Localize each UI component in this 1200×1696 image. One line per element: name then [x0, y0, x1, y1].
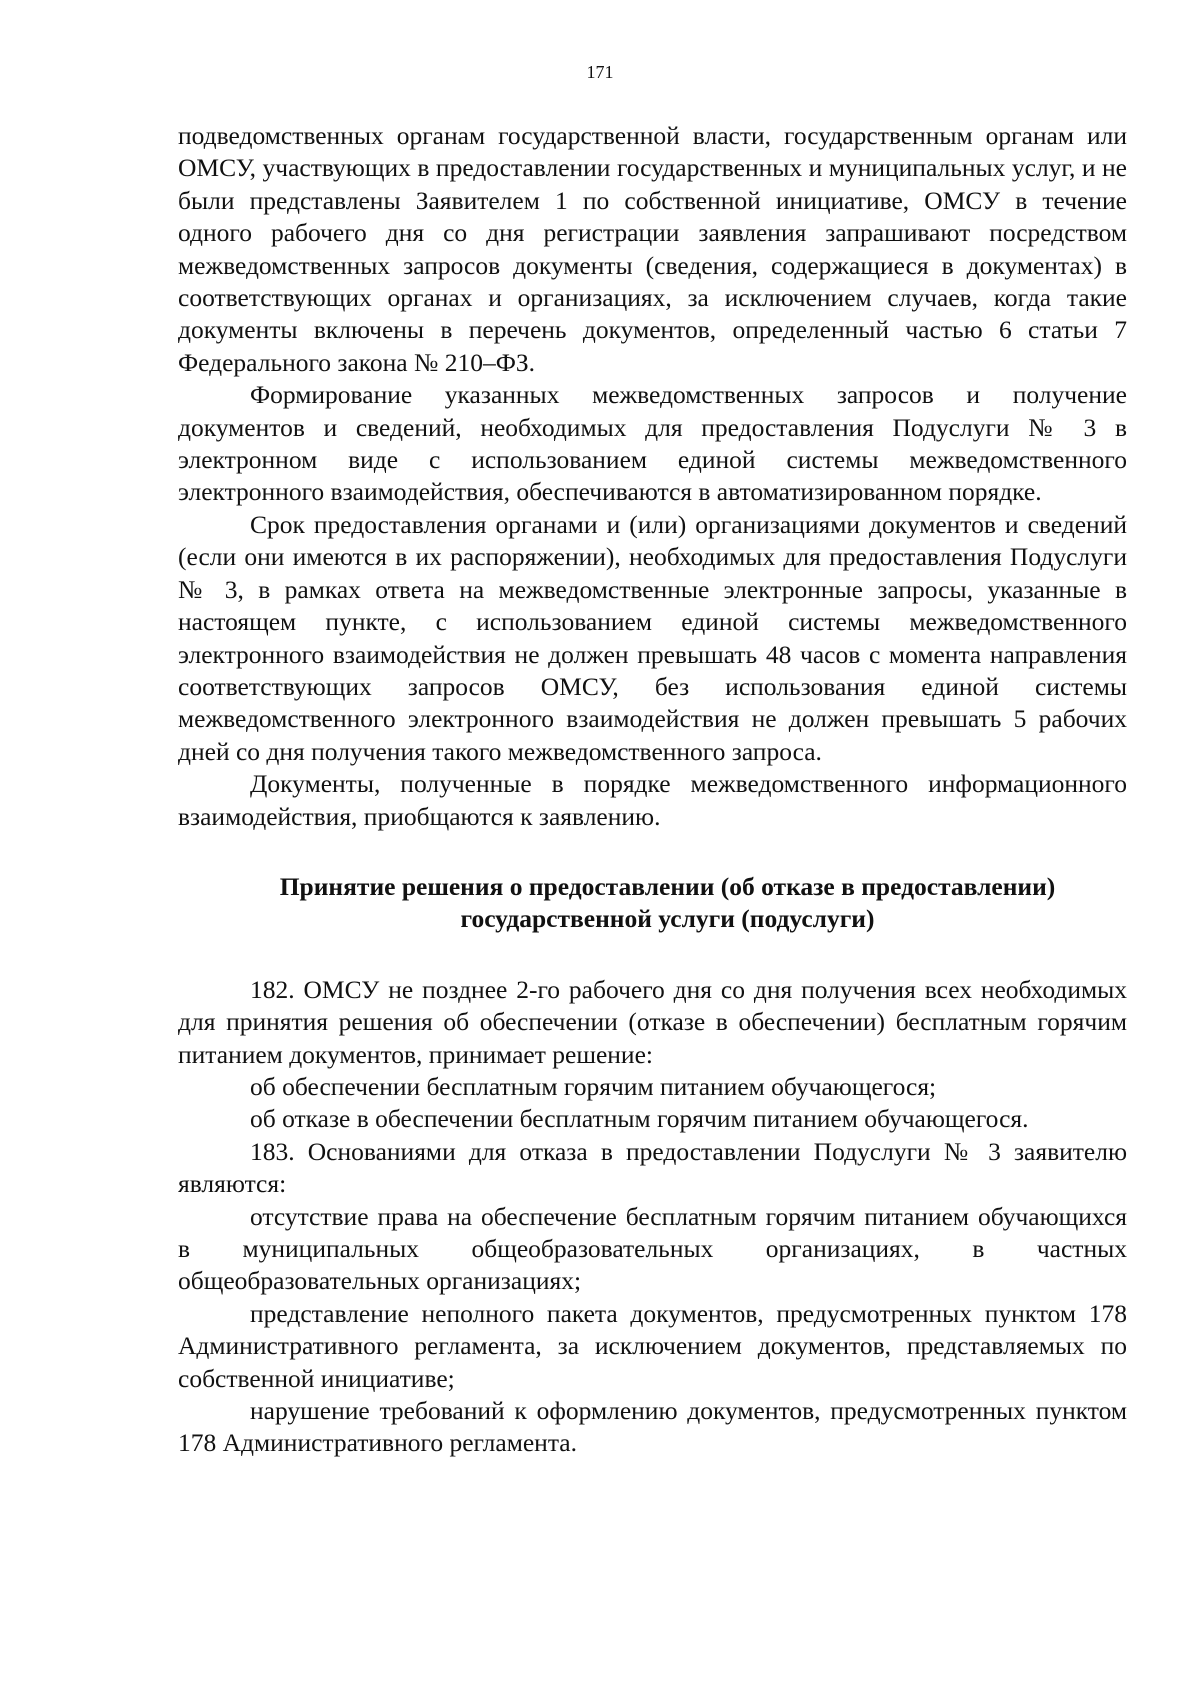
paragraph-interagency-requests: Формирование указанных межведомственных запросов и получение документов и сведений, необходимых для предоставления Подуслуги № 3 в электронном виде с использованием единой системы межведомственного электронного взаимодействия, обеспечиваются в автоматизированном порядке.	[178, 380, 1127, 507]
paragraph-decision-refuse: об отказе в обеспечении бесплатным горячим питанием обучающегося.	[250, 1104, 1029, 1134]
paragraph-documents-attached: Документы, полученные в порядке межведомственного информационного взаимодействия, приобщаются к заявлению.	[178, 769, 1127, 831]
paragraph-intro: подведомственных органам государственной власти, государственным органам или ОМСУ, участвующих в предоставлении государственных и муниципальных услуг, и не были представлены Заявителем 1 по собственной инициативе, ОМСУ в течение одного рабочего дня со дня регистрации заявления запрашивают посредством межведомственных запросов документы (сведения, содержащиеся в документах) в соответствующих органах и организациях, за исключением случаев, когда такие документы включены в перечень документов, определенный частью 6 статьи 7 Федерального закона № 210–ФЗ.	[178, 121, 1127, 377]
paragraph-ground-no-right: отсутствие права на обеспечение бесплатным горячим питанием обучающихся в муниципальных общеобразовательных организациях, в частных общеобразовательных организациях;	[178, 1201, 1127, 1296]
paragraph-decision-provide: об обеспечении бесплатным горячим питанием обучающегося;	[250, 1071, 937, 1101]
section-heading-line-1: Принятие решения о предоставлении (об отказе в предоставлении)	[279, 871, 1056, 901]
page-body	[178, 120, 1127, 1460]
paragraph-response-deadline: Срок предоставления органами и (или) организациями документов и сведений (если они имеются в их распоряжении), необходимых для предоставления Подуслуги № 3, в рамках ответа на межведомственные электронные запросы, указанные в настоящем пункте, с использованием единой системы межведомственного электронного взаимодействия не должен превышать 48 часов с момента направления соответствующих запросов ОМСУ, без использования единой системы межведомственного электронного взаимодействия не должен превышать 5 рабочих дней со дня получения такого межведомственного запроса.	[178, 509, 1127, 766]
paragraph-ground-format-violation: нарушение требований к оформлению документов, предусмотренных пунктом 178 Административного регламента.	[178, 1396, 1127, 1458]
paragraph-item-182: 182. ОМСУ не позднее 2-го рабочего дня со дня получения всех необходимых для принятия решения об обеспечении (отказе в обеспечении) бесплатным горячим питанием документов, принимает решение:	[178, 974, 1127, 1069]
spacer	[178, 936, 1127, 974]
paragraph-ground-incomplete-package: представление неполного пакета документов, предусмотренных пунктом 178 Административного регламента, за исключением документов, представляемых по собственной инициативе;	[178, 1298, 1127, 1393]
page-number: 171	[586, 62, 614, 82]
spacer	[178, 833, 1127, 871]
paragraph-item-183: 183. Основаниями для отказа в предоставлении Подуслуги № 3 заявителю являются:	[178, 1136, 1127, 1199]
section-heading-line-2: государственной услуги (подуслуги)	[460, 904, 875, 934]
